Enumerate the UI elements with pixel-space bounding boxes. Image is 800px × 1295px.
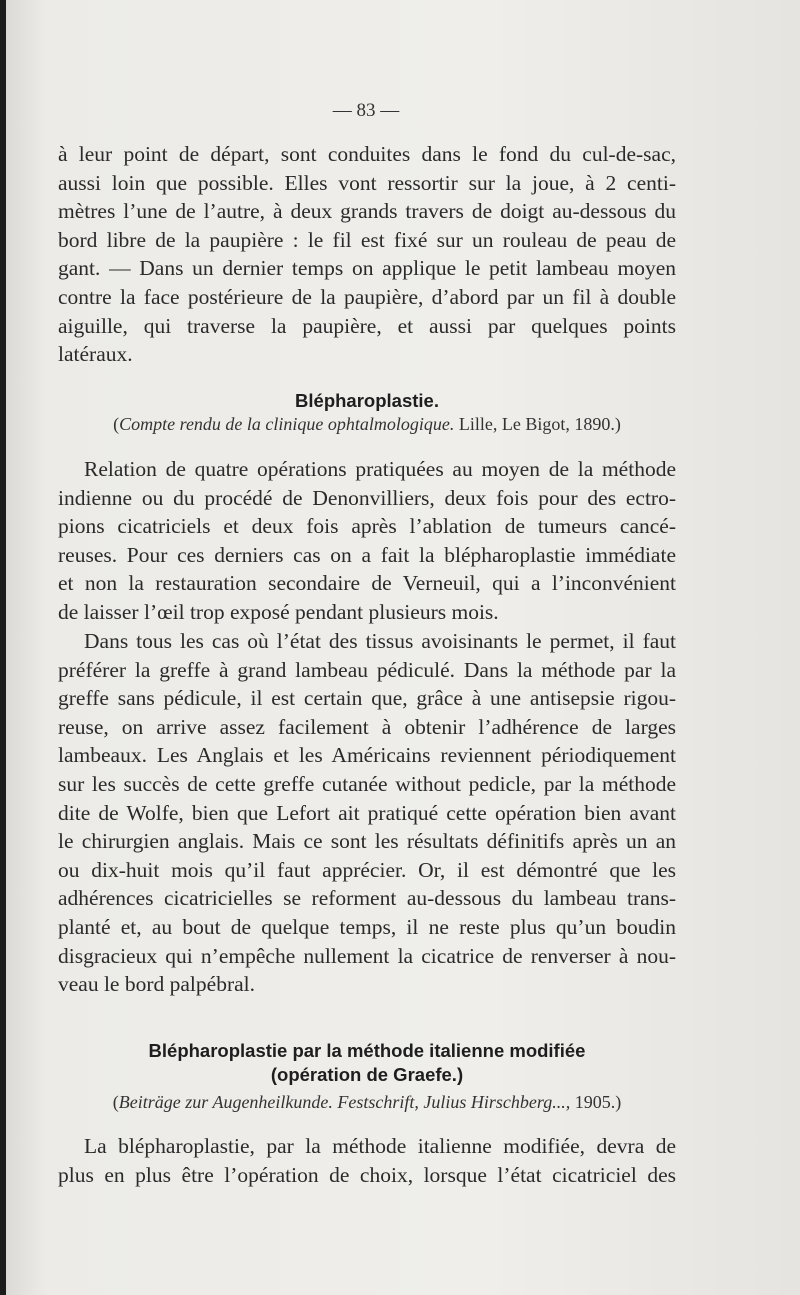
text-line: plus en plus être l’opération de choix, lorsque l’état cicatriciel des — [58, 1162, 676, 1187]
page-number: — 83 — — [332, 100, 400, 121]
text-line: à leur point de départ, sont conduites dans le fond du cul-de-sac, — [58, 142, 676, 166]
text-line: greffe sans pédicule, il est certain que, grâce à une antisepsie rigou- — [58, 686, 676, 711]
text-line: mètres l’une de l’autre, à deux grands travers de doigt au-dessous du — [58, 199, 676, 224]
citation-open: ( — [112, 1092, 119, 1112]
text-line: aiguille, qui traverse la paupière, et aussi par quelques points — [58, 313, 676, 338]
text-line: latéraux. — [58, 342, 133, 367]
intro-paragraph — [58, 140, 676, 369]
citation-journal: Compte rendu de la clinique ophtalmologique. — [119, 414, 455, 434]
text-line: lambeaux. Les Anglais et les Américains reviennent périodiquement — [58, 743, 676, 768]
section2-paragraph — [58, 1132, 676, 1189]
text-line: Dans tous les cas où l’état des tissus avoisinants le permet, il faut — [84, 629, 676, 653]
text-line: disgracieux qui n’empêche nullement la cicatrice de renverser à nou- — [58, 943, 676, 968]
text-line: La blépharoplastie, par la méthode italienne modifiée, devra de — [84, 1134, 676, 1158]
text-line: planté et, au bout de quelque temps, il ne reste plus qu’un boudin — [58, 914, 676, 939]
section1-paragraph1 — [58, 455, 676, 627]
section-heading: Blépharoplastie. — [295, 390, 439, 411]
text-line: bord libre de la paupière : le fil est fixé sur un rouleau de peau de — [58, 227, 676, 252]
text-line: contre la face postérieure de la paupière, d’abord par un fil à double — [58, 284, 676, 309]
text-line: ou dix-huit mois qu’il faut apprécier. Or, il est démontré que les — [58, 857, 676, 882]
section2-heading-line2: (opération de Graefe.) — [270, 1064, 464, 1085]
text-line: reuses. Pour ces derniers cas on a fait la blépharoplastie immédiate — [58, 542, 676, 567]
text-line: Relation de quatre opérations pratiquées au moyen de la méthode — [84, 457, 676, 481]
text-line: sur les succès de cette greffe cutanée without pedicle, par la méthode — [58, 771, 676, 796]
section-citation — [58, 414, 676, 435]
text-line: reuse, on arrive assez facilement à obtenir l’adhérence de larges — [58, 714, 676, 739]
text-line: indienne ou du procédé de Denonvilliers, deux fois pour des ectro- — [58, 485, 676, 510]
section2-citation — [58, 1092, 676, 1113]
text-line: le chirurgien anglais. Mais ce sont les résultats définitifs après un an — [58, 829, 676, 854]
citation-details: Lille, Le Bigot, 1890.) — [454, 414, 621, 434]
text-line: adhérences cicatricielles se reforment au-dessous du lambeau trans- — [58, 886, 676, 911]
section1-paragraph2 — [58, 627, 676, 999]
citation-journal: Beiträge zur Augenheilkunde. Festschrift, Julius Hirschberg..., — [118, 1092, 571, 1112]
citation-open: ( — [113, 414, 120, 434]
text-line: gant. — Dans un dernier temps on applique le petit lambeau moyen — [58, 256, 676, 281]
text-line: dite de Wolfe, bien que Lefort ait pratiqué cette opération bien avant — [58, 800, 676, 825]
text-line: aussi loin que possible. Elles vont ressortir sur la joue, à 2 centi- — [58, 170, 676, 195]
citation-details: 1905.) — [570, 1092, 622, 1112]
text-line: pions cicatriciels et deux fois après l’ablation de tumeurs cancé- — [58, 514, 676, 539]
text-line: préférer la greffe à grand lambeau pédiculé. Dans la méthode par la — [58, 657, 676, 682]
book-page — [6, 0, 800, 1295]
text-line: veau le bord palpébral. — [58, 972, 255, 997]
text-line: de laisser l’œil trop exposé pendant plusieurs mois. — [58, 599, 499, 624]
text-line: et non la restauration secondaire de Verneuil, qui a l’inconvénient — [58, 571, 676, 596]
section2-heading-line1: Blépharoplastie par la méthode italienne modifiée — [148, 1040, 586, 1061]
